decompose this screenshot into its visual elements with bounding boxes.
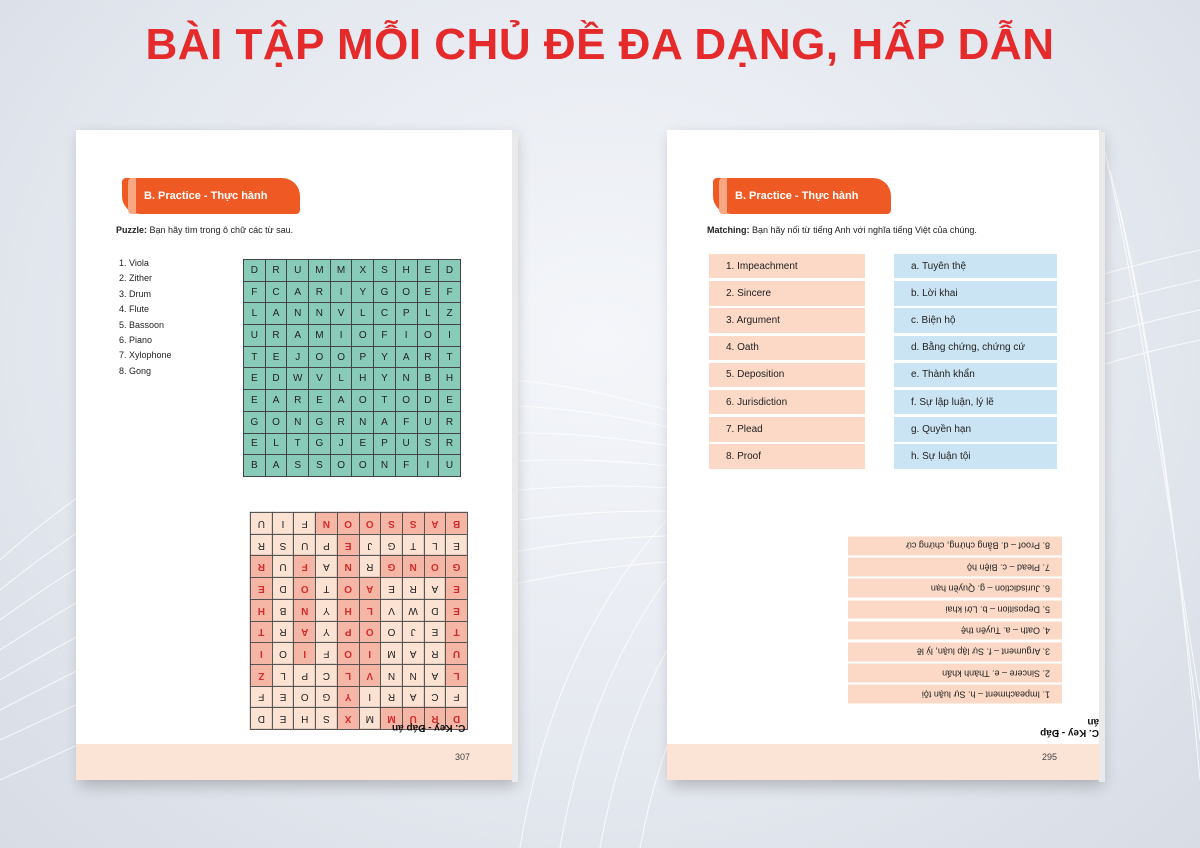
answer-cell: U xyxy=(402,707,424,729)
grid-cell: J xyxy=(287,347,309,369)
answer-row: 4. Oath – a. Tuyên thệ xyxy=(848,621,1062,640)
grid-cell: J xyxy=(331,434,353,456)
grid-cell: O xyxy=(418,325,440,347)
answer-cell: F xyxy=(445,686,467,708)
grid-cell: G xyxy=(309,434,331,456)
grid-cell: W xyxy=(287,368,309,390)
answer-cell: P xyxy=(293,664,315,686)
answer-cell: L xyxy=(272,664,294,686)
answer-cell: N xyxy=(402,664,424,686)
answer-cell: T xyxy=(250,620,272,642)
english-term: 8. Proof xyxy=(709,444,865,468)
grid-cell: P xyxy=(352,347,374,369)
grid-cell: A xyxy=(396,347,418,369)
page-number: 307 xyxy=(454,752,470,762)
answer-cell: H xyxy=(250,599,272,621)
grid-cell: I xyxy=(418,455,440,477)
answer-cell: D xyxy=(445,707,467,729)
word-item: 8. Gong xyxy=(119,365,152,376)
grid-cell: G xyxy=(374,282,396,304)
answer-cell: S xyxy=(272,534,294,556)
left-page xyxy=(76,130,512,780)
answer-cell: L xyxy=(445,664,467,686)
vietnamese-term: h. Sự luận tội xyxy=(894,444,1057,468)
answer-cell: L xyxy=(337,664,359,686)
answer-cell: E xyxy=(250,577,272,599)
answer-cell: G xyxy=(380,555,402,577)
grid-cell: S xyxy=(309,455,331,477)
grid-cell: R xyxy=(331,412,353,434)
grid-cell: I xyxy=(331,282,353,304)
answer-cell: N xyxy=(293,599,315,621)
answer-cell: A xyxy=(424,577,446,599)
right-page xyxy=(667,130,1099,780)
grid-cell: V xyxy=(309,368,331,390)
answer-cell: U xyxy=(445,642,467,664)
grid-cell: C xyxy=(266,282,288,304)
grid-cell: L xyxy=(352,303,374,325)
word-item: 4. Flute xyxy=(119,304,150,315)
answer-cell: R xyxy=(358,555,380,577)
instruction-label: Matching: xyxy=(707,225,750,235)
grid-cell: R xyxy=(439,412,461,434)
answer-cell: X xyxy=(337,707,359,729)
grid-cell: M xyxy=(309,325,331,347)
grid-cell: H xyxy=(439,368,461,390)
section-tab-practice: B. Practice - Thực hành xyxy=(122,178,300,214)
answer-cell: E xyxy=(380,577,402,599)
key-label: C. Key - Đáp án xyxy=(1040,716,1099,738)
grid-cell: G xyxy=(244,412,266,434)
grid-cell: E xyxy=(418,260,440,282)
grid-cell: O xyxy=(352,455,374,477)
answer-cell: R xyxy=(250,555,272,577)
grid-cell: S xyxy=(374,260,396,282)
answer-cell: B xyxy=(272,599,294,621)
grid-cell: R xyxy=(439,434,461,456)
answer-cell: S xyxy=(380,512,402,534)
english-column xyxy=(709,254,865,472)
answer-cell: R xyxy=(402,577,424,599)
answer-cell: H xyxy=(293,707,315,729)
answer-cell: F xyxy=(250,686,272,708)
grid-cell: A xyxy=(266,303,288,325)
answer-cell: E xyxy=(424,620,446,642)
answer-cell: A xyxy=(358,577,380,599)
grid-cell: F xyxy=(439,282,461,304)
grid-cell: P xyxy=(396,303,418,325)
answer-cell: A xyxy=(293,620,315,642)
grid-cell: D xyxy=(244,260,266,282)
grid-cell: U xyxy=(418,412,440,434)
answer-row: 5. Deposition – b. Lời khai xyxy=(848,600,1062,619)
answer-cell: N xyxy=(402,555,424,577)
answer-cell: M xyxy=(380,707,402,729)
english-term: 5. Deposition xyxy=(709,363,865,387)
answer-cell: N xyxy=(315,512,337,534)
grid-cell: H xyxy=(352,368,374,390)
grid-cell: R xyxy=(309,282,331,304)
answer-cell: O xyxy=(337,577,359,599)
answer-cell: D xyxy=(250,707,272,729)
answer-cell: I xyxy=(358,642,380,664)
answer-cell: H xyxy=(337,599,359,621)
answer-cell: A xyxy=(315,555,337,577)
vietnamese-term: b. Lời khai xyxy=(894,281,1057,305)
grid-cell: O xyxy=(396,282,418,304)
headline: BÀI TẬP MỖI CHỦ ĐỀ ĐA DẠNG, HẤP DẪN xyxy=(145,20,1055,69)
word-item: 3. Drum xyxy=(119,288,152,299)
answer-cell: E xyxy=(445,534,467,556)
grid-cell: L xyxy=(331,368,353,390)
answer-cell: E xyxy=(272,707,294,729)
answer-cell: P xyxy=(337,620,359,642)
word-item: 5. Bassoon xyxy=(119,319,165,330)
grid-cell: Z xyxy=(439,303,461,325)
english-term: 2. Sincere xyxy=(709,281,865,305)
matching-instruction xyxy=(707,225,977,235)
grid-cell: U xyxy=(287,260,309,282)
grid-cell: G xyxy=(309,412,331,434)
page-edge xyxy=(1099,132,1105,782)
puzzle-instruction xyxy=(116,225,293,235)
grid-cell: S xyxy=(287,455,309,477)
vietnamese-term: f. Sự lập luận, lý lẽ xyxy=(894,390,1057,414)
answer-cell: C xyxy=(424,686,446,708)
grid-cell: N xyxy=(352,412,374,434)
answer-cell: M xyxy=(380,642,402,664)
grid-cell: Y xyxy=(374,368,396,390)
grid-cell: H xyxy=(396,260,418,282)
answer-row: 8. Proof – d. Bằng chứng, chứng cứ xyxy=(848,537,1062,556)
grid-cell: E xyxy=(352,434,374,456)
answer-cell: C xyxy=(315,664,337,686)
section-tab-practice: B. Practice - Thực hành xyxy=(713,178,891,214)
grid-cell: A xyxy=(374,412,396,434)
answer-cell: J xyxy=(402,620,424,642)
answer-cell: G xyxy=(315,686,337,708)
grid-cell: U xyxy=(244,325,266,347)
answer-cell: O xyxy=(424,555,446,577)
answer-cell: T xyxy=(445,620,467,642)
answer-cell: W xyxy=(402,599,424,621)
answer-key-grid xyxy=(250,512,468,730)
grid-cell: O xyxy=(331,347,353,369)
grid-cell: F xyxy=(396,455,418,477)
answer-cell: A xyxy=(424,512,446,534)
instruction-label: Puzzle: xyxy=(116,225,148,235)
answer-cell: O xyxy=(358,512,380,534)
answer-cell: D xyxy=(424,599,446,621)
answer-cell: R xyxy=(272,620,294,642)
english-term: 6. Jurisdiction xyxy=(709,390,865,414)
grid-cell: O xyxy=(266,412,288,434)
grid-cell: Y xyxy=(374,347,396,369)
answer-cell: R xyxy=(380,686,402,708)
answer-cell: O xyxy=(337,512,359,534)
vietnamese-column xyxy=(894,254,1057,472)
answer-cell: M xyxy=(358,707,380,729)
grid-cell: T xyxy=(287,434,309,456)
grid-cell: M xyxy=(331,260,353,282)
grid-cell: A xyxy=(266,455,288,477)
page-footer xyxy=(76,744,512,780)
answer-cell: O xyxy=(293,686,315,708)
grid-cell: O xyxy=(352,325,374,347)
grid-cell: R xyxy=(266,325,288,347)
grid-cell: I xyxy=(439,325,461,347)
grid-cell: E xyxy=(244,390,266,412)
page-number: 295 xyxy=(1041,752,1057,762)
english-term: 3. Argument xyxy=(709,308,865,332)
answer-cell: O xyxy=(358,620,380,642)
grid-cell: A xyxy=(331,390,353,412)
grid-cell: L xyxy=(244,303,266,325)
grid-cell: P xyxy=(374,434,396,456)
answer-cell: T xyxy=(402,534,424,556)
grid-cell: N xyxy=(374,455,396,477)
instruction-text: Bạn hãy nối từ tiếng Anh với nghĩa tiếng Việt của chúng. xyxy=(749,225,977,235)
grid-cell: N xyxy=(309,303,331,325)
answer-row: 1. Impeachment – h. Sự luận tội xyxy=(848,685,1062,704)
answer-cell: D xyxy=(272,577,294,599)
answer-cell: I xyxy=(250,642,272,664)
answer-cell: Y xyxy=(337,686,359,708)
answer-cell: S xyxy=(315,707,337,729)
answer-cell: E xyxy=(445,577,467,599)
grid-cell: D xyxy=(418,390,440,412)
grid-cell: A xyxy=(287,282,309,304)
answer-cell: J xyxy=(358,534,380,556)
grid-cell: R xyxy=(418,347,440,369)
grid-cell: O xyxy=(309,347,331,369)
answer-cell: G xyxy=(445,555,467,577)
grid-cell: O xyxy=(396,390,418,412)
grid-cell: R xyxy=(266,260,288,282)
grid-cell: F xyxy=(374,325,396,347)
answer-cell: O xyxy=(337,642,359,664)
word-item: 2. Zither xyxy=(119,273,153,284)
key-label: C. Key - Đáp án xyxy=(392,722,466,733)
answer-cell: A xyxy=(424,664,446,686)
answer-cell: S xyxy=(402,512,424,534)
answer-cell: Y xyxy=(315,620,337,642)
grid-cell: T xyxy=(439,347,461,369)
grid-cell: F xyxy=(396,412,418,434)
answer-row: 7. Plead – c. Biện hộ xyxy=(848,558,1062,577)
answer-cell: N xyxy=(380,664,402,686)
answer-cell: P xyxy=(315,534,337,556)
vietnamese-term: c. Biện hộ xyxy=(894,308,1057,332)
word-item: 7. Xylophone xyxy=(119,350,172,361)
grid-cell: N xyxy=(287,303,309,325)
answer-cell: E xyxy=(337,534,359,556)
answer-cell: V xyxy=(380,599,402,621)
grid-cell: L xyxy=(418,303,440,325)
grid-cell: E xyxy=(244,368,266,390)
grid-cell: X xyxy=(352,260,374,282)
grid-cell: I xyxy=(331,325,353,347)
answer-cell: F xyxy=(293,512,315,534)
grid-cell: F xyxy=(244,282,266,304)
answer-cell: R xyxy=(424,707,446,729)
answer-cell: O xyxy=(293,577,315,599)
answer-row: 6. Jurisdiction – g. Quyền hạn xyxy=(848,579,1062,598)
grid-cell: I xyxy=(396,325,418,347)
answer-cell: I xyxy=(358,686,380,708)
grid-cell: L xyxy=(266,434,288,456)
answer-cell: F xyxy=(293,555,315,577)
grid-cell: N xyxy=(287,412,309,434)
grid-cell: T xyxy=(244,347,266,369)
vietnamese-term: a. Tuyên thệ xyxy=(894,254,1057,278)
grid-cell: E xyxy=(266,347,288,369)
answer-cell: V xyxy=(358,664,380,686)
word-item: 1. Viola xyxy=(119,258,149,268)
answer-row: 3. Argument – f. Sự lập luận, lý lẽ xyxy=(848,643,1062,662)
answer-cell: U xyxy=(293,534,315,556)
grid-cell: D xyxy=(439,260,461,282)
instruction-text: Bạn hãy tìm trong ô chữ các từ sau. xyxy=(147,225,294,235)
grid-cell: D xyxy=(266,368,288,390)
vietnamese-term: g. Quyền hạn xyxy=(894,417,1057,441)
answer-cell: A xyxy=(402,686,424,708)
answer-cell: R xyxy=(250,534,272,556)
grid-cell: R xyxy=(287,390,309,412)
answer-cell: I xyxy=(272,512,294,534)
answer-cell: F xyxy=(315,642,337,664)
word-search-grid xyxy=(243,259,461,477)
grid-cell: N xyxy=(396,368,418,390)
answer-key-list xyxy=(848,534,1062,704)
grid-cell: E xyxy=(439,390,461,412)
answer-cell: R xyxy=(424,642,446,664)
grid-cell: C xyxy=(374,303,396,325)
grid-cell: T xyxy=(374,390,396,412)
answer-cell: L xyxy=(424,534,446,556)
grid-cell: O xyxy=(352,390,374,412)
page-footer xyxy=(667,744,1099,780)
answer-cell: T xyxy=(315,577,337,599)
answer-cell: Z xyxy=(250,664,272,686)
grid-cell: U xyxy=(439,455,461,477)
grid-cell: Y xyxy=(352,282,374,304)
answer-cell: I xyxy=(293,642,315,664)
word-item: 6. Piano xyxy=(119,335,153,346)
answer-cell: O xyxy=(272,642,294,664)
answer-cell: U xyxy=(250,512,272,534)
answer-cell: E xyxy=(445,599,467,621)
answer-cell: B xyxy=(445,512,467,534)
answer-cell: G xyxy=(380,534,402,556)
grid-cell: E xyxy=(244,434,266,456)
grid-cell: B xyxy=(418,368,440,390)
grid-cell: A xyxy=(287,325,309,347)
word-list xyxy=(119,256,172,379)
grid-cell: O xyxy=(331,455,353,477)
english-term: 1. Impeachment xyxy=(709,254,865,278)
grid-cell: V xyxy=(331,303,353,325)
grid-cell: A xyxy=(266,390,288,412)
grid-cell: E xyxy=(418,282,440,304)
grid-cell: U xyxy=(396,434,418,456)
answer-cell: U xyxy=(272,555,294,577)
answer-cell: N xyxy=(337,555,359,577)
grid-cell: B xyxy=(244,455,266,477)
english-term: 7. Plead xyxy=(709,417,865,441)
answer-cell: A xyxy=(402,642,424,664)
answer-cell: Y xyxy=(315,599,337,621)
page-edge xyxy=(512,132,518,782)
vietnamese-term: e. Thành khẩn xyxy=(894,363,1057,387)
answer-cell: E xyxy=(272,686,294,708)
vietnamese-term: d. Bằng chứng, chứng cứ xyxy=(894,336,1057,360)
grid-cell: M xyxy=(309,260,331,282)
answer-cell: L xyxy=(358,599,380,621)
grid-cell: S xyxy=(418,434,440,456)
answer-cell: O xyxy=(380,620,402,642)
grid-cell: E xyxy=(309,390,331,412)
english-term: 4. Oath xyxy=(709,336,865,360)
answer-row: 2. Sincere – e. Thành khẩn xyxy=(848,664,1062,683)
